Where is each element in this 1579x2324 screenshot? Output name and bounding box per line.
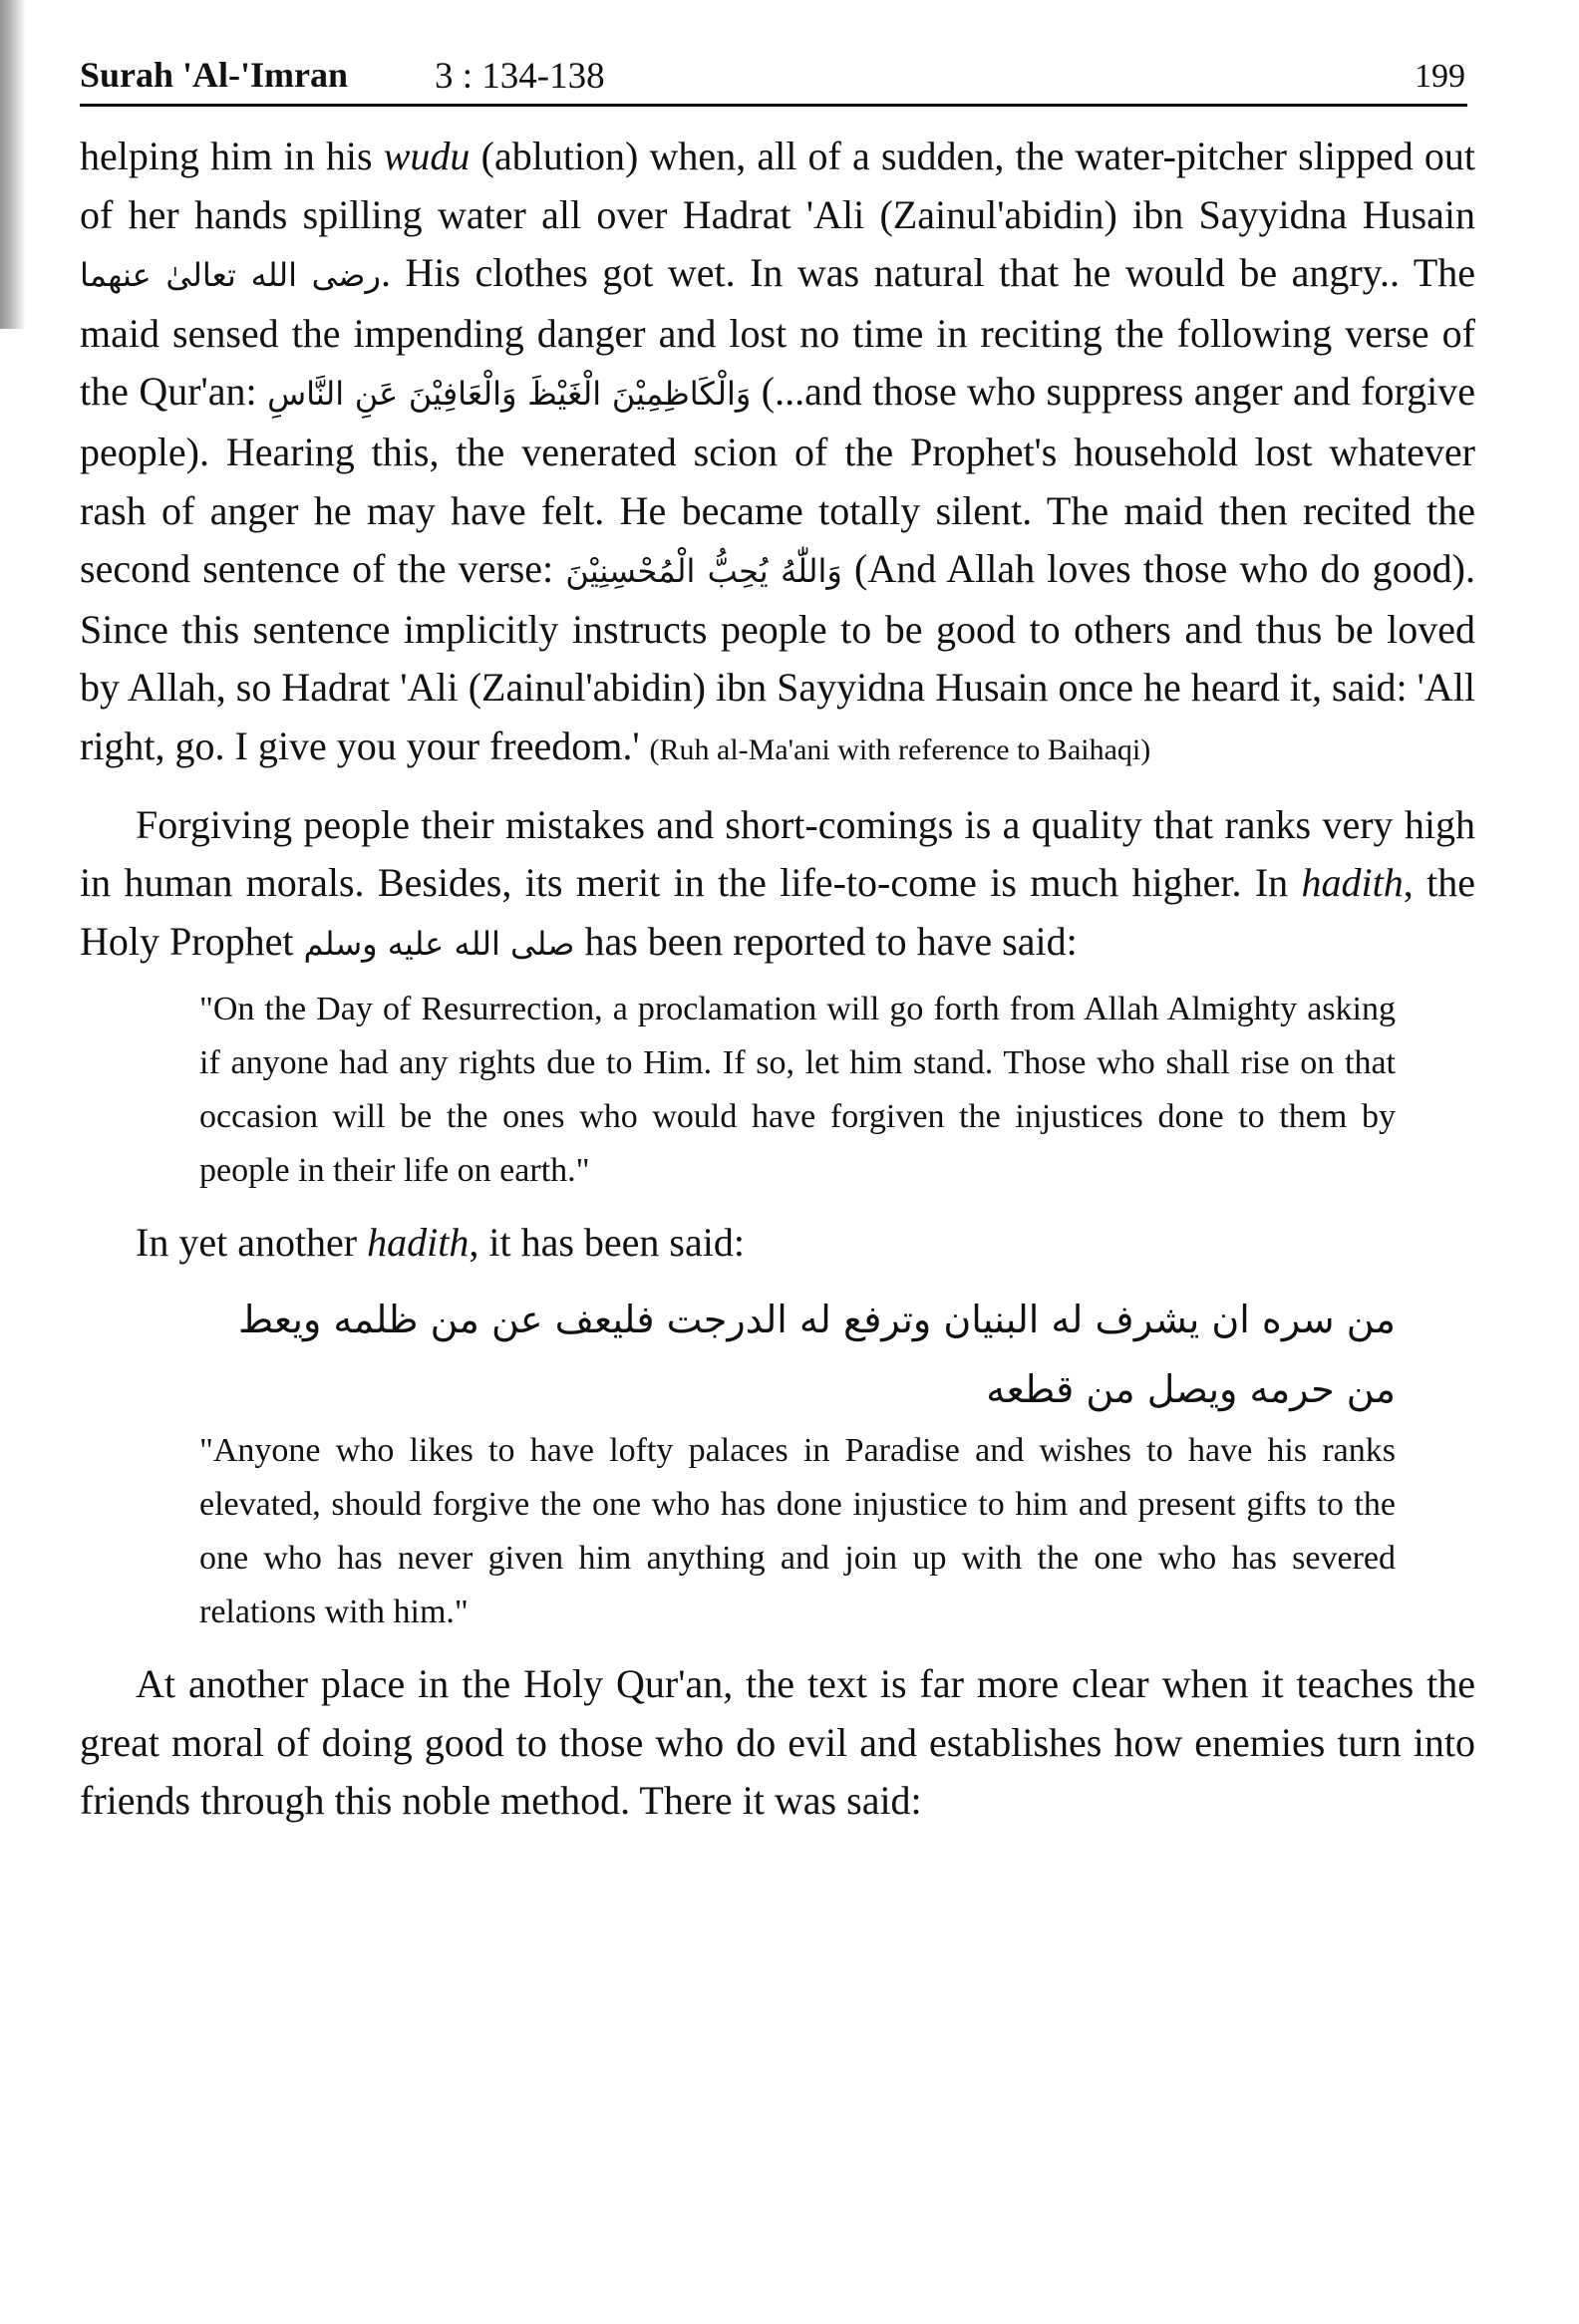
term-hadith: hadith — [1301, 860, 1404, 906]
arabic-hadith-text: من سره ان يشرف له البنيان وترفع له الدرجت فليعف عن من ظلمه ويعط من حرمه ويصل من قطعه — [237, 1297, 1396, 1411]
paragraph-forgiving: Forgiving people their mistakes and short-comings is a quality that ranks very high in human morals. Besides, its merit in the life-to-come is much higher. In hadith, the Holy Prophet صلی الله علیه وسلم has been reported to have said: — [80, 801, 1475, 964]
page-number: 199 — [1415, 58, 1465, 95]
arabic-salutation: صلی الله علیه وسلم — [303, 924, 575, 963]
page-body — [80, 128, 1475, 1831]
arabic-verse-1: وَالْكَاظِمِيْنَ الْغَيْظَ وَالْعَافِيْنَ عَنِ النَّاسِ — [267, 375, 752, 414]
surah-title: Surah 'Al-'Imran — [80, 55, 349, 95]
hadith-quote-2: "Anyone who likes to have lofty palaces in Paradise and wishes to have his ranks elevated, should forgive the one who has done injustice to him and present gifts to the one who has never given him anything and join up with the one who has severed relations with him." — [199, 1431, 1396, 1630]
paragraph-quran: At another place in the Holy Qur'an, the text is far more clear when it teaches the great moral of doing good to those who do evil and establishes how enemies turn into friends through this noble method. There it was said: — [80, 1660, 1475, 1824]
arabic-honorific: رضی الله تعالیٰ عنهما — [80, 256, 381, 295]
term-wudu: wudu — [383, 134, 471, 178]
page-header — [80, 48, 1467, 104]
paragraph-story: helping him in his wudu (ablution) when, all of a sudden, the water-pitcher slipped out of her hands spilling water all over Hadrat 'Ali (Zainul'abidin) ibn Sayyidna Husain رضی الله تعالیٰ عنهما. His clothes got wet. In was natural that he would be angry.. The maid sensed the impending danger and lost no time in reciting the following verse of the Qur'an: وَالْكَاظِمِيْنَ الْغَيْظَ وَالْعَافِيْنَ عَنِ النَّاسِ (...and those who suppress anger and forgive people). Hearing this, the venerated scion of the Prophet's household lost whatever rash of anger he may have felt. He became totally silent. The maid then recited the second sentence of the verse: وَاللّٰهُ يُحِبُّ الْمُحْسِنِيْنَ (And Allah loves those who do good). Since this sentence implicitly instructs people to be good to others and thus be loved by Allah, so Hadrat 'Ali (Zainul'abidin) ibn Sayyidna Husain once he heard it, said: 'All right, go. I give you your freedom.' (Ruh al-Ma'ani with reference to Baihaqi) — [80, 134, 1476, 768]
verse-reference: 3 : 134-138 — [435, 56, 605, 97]
scan-shadow — [0, 0, 26, 329]
hadith-quote-1: "On the Day of Resurrection, a proclamation will go forth from Allah Almighty asking if anyone had any rights due to Him. If so, let him stand. Those who shall rise on that occasion will be the ones who would have forgiven the injustices done to them by people in their life on earth." — [199, 991, 1396, 1190]
header-divider — [80, 104, 1467, 107]
arabic-verse-2: وَاللّٰهُ يُحِبُّ الْمُحْسِنِيْنَ — [565, 552, 842, 591]
paragraph-another-hadith: In yet another hadith, it has been said: — [136, 1220, 745, 1266]
term-hadith-2: hadith — [367, 1220, 470, 1266]
source-reference: (Ruh al-Ma'ani with reference to Baihaqi) — [649, 732, 1151, 766]
